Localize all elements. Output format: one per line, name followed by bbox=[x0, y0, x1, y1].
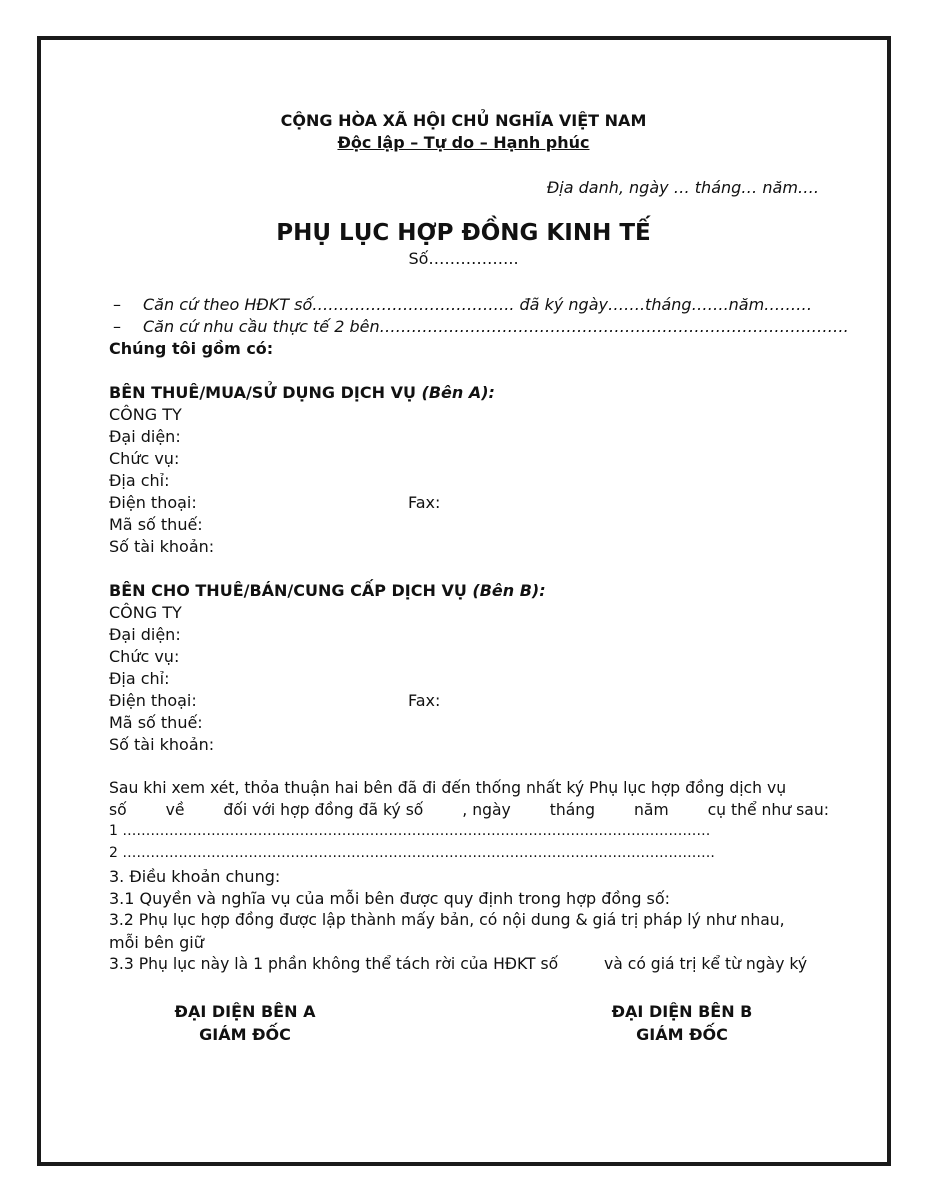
clause-3-3-cont: và có giá trị kể từ ngày ký bbox=[604, 955, 808, 973]
word: cụ thể như sau: bbox=[707, 801, 829, 819]
party-a-representative: Đại diện: bbox=[109, 427, 181, 446]
party-b-account: Số tài khoản: bbox=[109, 735, 215, 754]
bullet-dash: – bbox=[113, 317, 121, 336]
party-b-address: Địa chỉ: bbox=[109, 669, 170, 688]
party-a-tax-code: Mã số thuế: bbox=[109, 515, 203, 534]
document-title: PHỤ LỤC HỢP ĐỒNG KINH TẾ bbox=[276, 220, 651, 246]
place-date: Địa danh, ngày … tháng… năm…. bbox=[546, 178, 819, 197]
party-b-position: Chức vụ: bbox=[109, 647, 180, 666]
word: về bbox=[165, 801, 185, 819]
party-a-phone: Điện thoại: bbox=[109, 493, 197, 512]
document-number: Số…………….. bbox=[408, 249, 519, 268]
party-a-heading-text: BÊN THUÊ/MUA/SỬ DỤNG DỊCH VỤ bbox=[109, 383, 422, 402]
clause-3-1: 3.1 Quyền và nghĩa vụ của mỗi bên được quy định trong hợp đồng số: bbox=[109, 889, 671, 908]
party-a-address: Địa chỉ: bbox=[109, 471, 170, 490]
party-a-heading bbox=[109, 383, 495, 402]
page-border bbox=[37, 36, 891, 1166]
party-a-account: Số tài khoản: bbox=[109, 537, 215, 556]
party-a-fax: Fax: bbox=[408, 493, 441, 512]
party-b-fax: Fax: bbox=[408, 691, 441, 710]
item-1: 1 ……………………………………………………………………………………………………………… bbox=[109, 823, 711, 839]
national-title: CỘNG HÒA XÃ HỘI CHỦ NGHĨA VIỆT NAM bbox=[280, 111, 647, 130]
clause-3: 3. Điều khoản chung: bbox=[109, 867, 281, 886]
party-b-heading bbox=[109, 581, 546, 600]
party-a-heading-tag: (Bên A): bbox=[421, 383, 495, 402]
agreement-intro: Sau khi xem xét, thỏa thuận hai bên đã đi đến thống nhất ký Phụ lục hợp đồng dịch vụ bbox=[109, 779, 787, 797]
signature-a-rep: ĐẠI DIỆN BÊN A bbox=[174, 1002, 316, 1021]
party-b-representative: Đại diện: bbox=[109, 625, 181, 644]
party-a-company: CÔNG TY bbox=[109, 405, 182, 424]
word: đối với hợp đồng đã ký số bbox=[223, 801, 424, 819]
word: tháng bbox=[549, 801, 596, 819]
party-b-phone: Điện thoại: bbox=[109, 691, 197, 710]
word: , ngày bbox=[462, 801, 511, 819]
signature-b-rep: ĐẠI DIỆN BÊN B bbox=[611, 1002, 753, 1021]
word: năm bbox=[634, 801, 669, 819]
bullet-dash: – bbox=[113, 295, 121, 314]
party-a-position: Chức vụ: bbox=[109, 449, 180, 468]
party-b-heading-text: BÊN CHO THUÊ/BÁN/CUNG CẤP DỊCH VỤ bbox=[109, 581, 473, 600]
signature-a-title: GIÁM ĐỐC bbox=[199, 1025, 291, 1044]
parties-intro: Chúng tôi gồm có: bbox=[109, 339, 274, 358]
word: số bbox=[109, 801, 127, 819]
signature-b-title: GIÁM ĐỐC bbox=[636, 1025, 728, 1044]
agreement-intro-line-2 bbox=[109, 801, 829, 819]
clause-3-2-cont: mỗi bên giữ bbox=[109, 933, 204, 952]
basis-needs: Căn cứ nhu cầu thực tế 2 bên……………………………………………………………………………. bbox=[143, 317, 849, 336]
clause-3-2: 3.2 Phụ lục hợp đồng được lập thành mấy bản, có nội dung & giá trị pháp lý như nhau, bbox=[109, 911, 785, 929]
party-b-company: CÔNG TY bbox=[109, 603, 182, 622]
clause-3-3: 3.3 Phụ lục này là 1 phần không thể tách rời của HĐKT số bbox=[109, 955, 559, 973]
basis-contract: Căn cứ theo HĐKT số……………………………….. đã ký ngày…….tháng…….năm……… bbox=[143, 295, 813, 314]
party-b-tax-code: Mã số thuế: bbox=[109, 713, 203, 732]
item-2: 2 ………………………………………………………………………………………………………………. bbox=[109, 845, 715, 861]
party-b-heading-tag: (Bên B): bbox=[472, 581, 546, 600]
motto: Độc lập – Tự do – Hạnh phúc bbox=[337, 133, 590, 152]
